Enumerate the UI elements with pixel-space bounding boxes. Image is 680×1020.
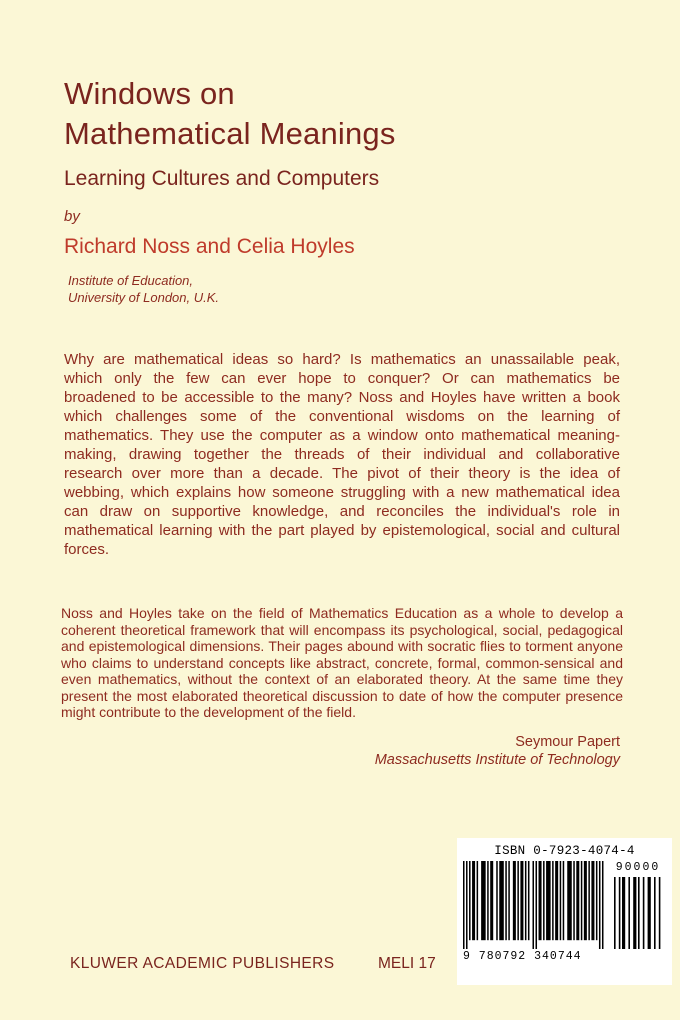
book-subtitle: Learning Cultures and Computers [64,167,380,190]
by-label: by [64,208,80,225]
review-paragraph: Noss and Hoyles take on the field of Mathematics Education as a whole to develop a coherent theoretical framework that will encompass its psychological, social, pedagogical and epistemological dimensions. Their pages abound with socratic flies to torment anyone who claims to understand concepts like abstract, concrete, formal, common-sensical and even mathematics, without the context of an elaborated theory. At the same time they present the most elaborated theoretical discussion to date of how the computer presence might contribute to the development of the field. [61,605,623,720]
supplement-number-text: 90000 [615,861,661,874]
series-code: MELI 17 [378,955,436,972]
authors-affiliation [68,272,620,306]
barcode-bars-row [457,858,672,963]
authors-line: Richard Noss and Celia Hoyles [64,235,355,258]
book-title-line1: Windows on [64,76,235,111]
cover-content [61,74,623,769]
authors-affiliation-line1: Institute of Education, [68,273,194,288]
review-author-affiliation: Massachusetts Institute of Technology [374,751,620,768]
book-title [64,74,620,154]
ean-number-text: 9 780792 340744 [463,950,582,963]
barcode-panel [457,838,672,985]
supplement-barcode [609,861,667,949]
ean-barcode [463,861,609,963]
ean-barcode-bars [463,861,605,949]
review-author: Seymour Papert [515,733,620,750]
publisher-name: KLUWER ACADEMIC PUBLISHERS [70,955,335,972]
review-attribution [64,733,620,769]
isbn-text: ISBN 0-7923-4074-4 [494,844,635,858]
blurb-paragraph: Why are mathematical ideas so hard? Is mathematics an unassailable peak, which only the few can ever hope to conquer? Or can mathematics be broadened to be accessible to the many? Noss and Hoyles have written a book which challenges some of the conventional wisdoms on the learning of mathematics. They use the computer as a window onto mathematical meaning-making, drawing together the threads of their individual and collaborative research over more than a decade. The pivot of their theory is the idea of webbing, which explains how someone struggling with a new mathematical idea can draw on supportive knowledge, and reconciles the individual's role in mathematical learning with the part played by epistemological, social and cultural forces. [64,351,620,558]
supplement-barcode-bars [614,877,662,949]
book-title-line2: Mathematical Meanings [64,116,396,151]
authors-affiliation-line2: University of London, U.K. [68,290,220,305]
